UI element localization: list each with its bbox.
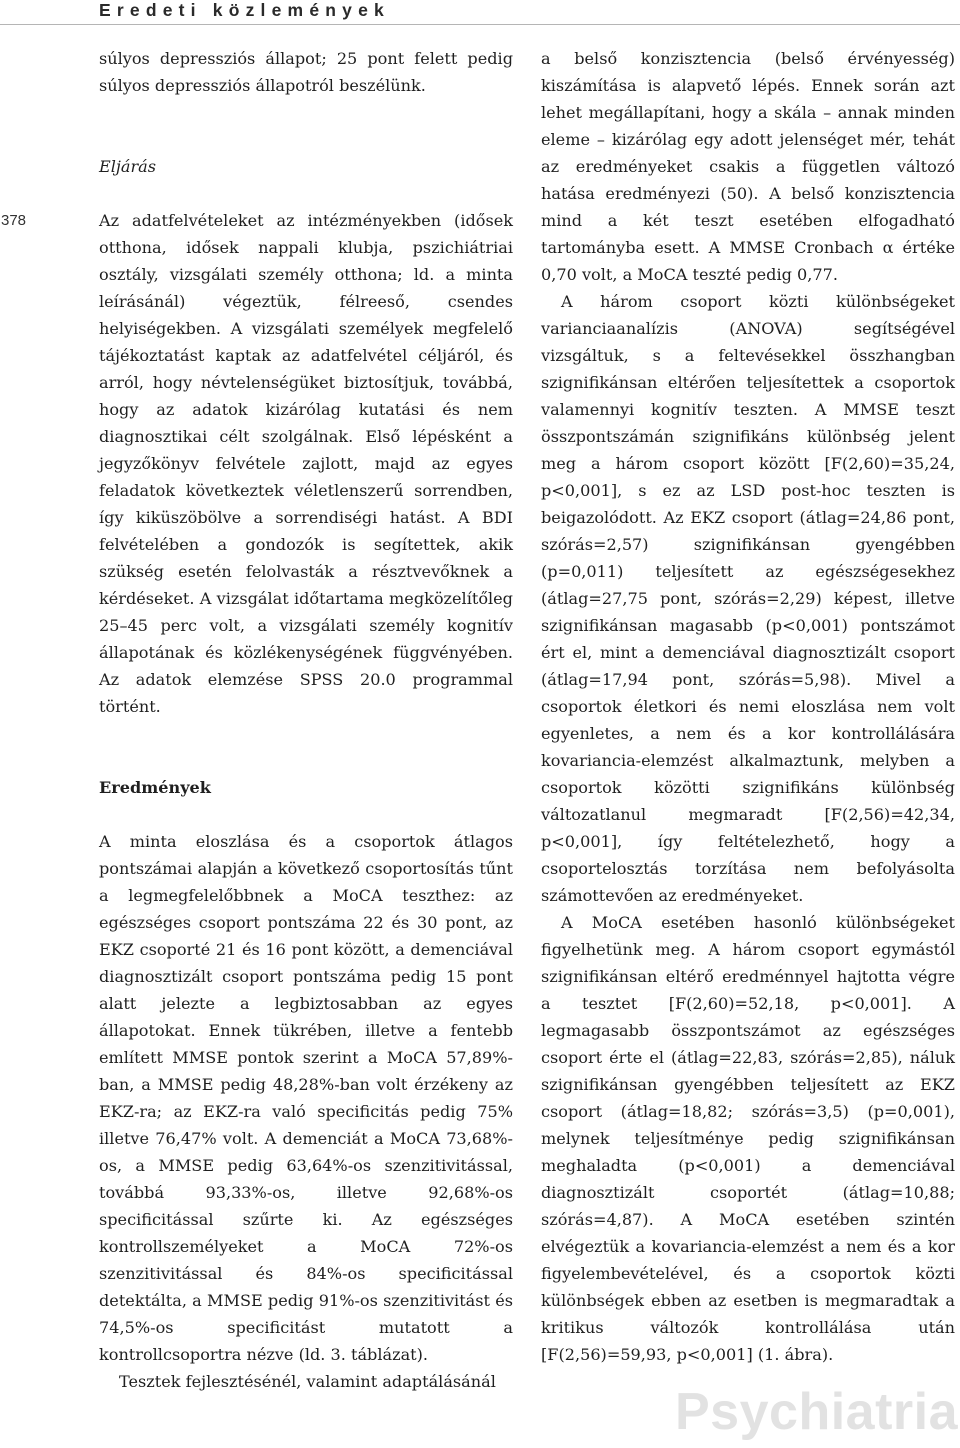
journal-watermark: Psychiatria	[675, 1383, 958, 1441]
running-head-title: Eredeti közlemények	[99, 0, 390, 20]
moca-paragraph: A MoCA esetében hasonló különbségeket figyelhetünk meg. A három csoport egymástól szignifikánsan eltérő eredménnyel hajtotta végre a tesztet [F(2,60)=52,18, p<0,001]. A legmagasabb összpontszámot az egészséges csoport érte el (átlag=22,83, szórás=2,85), náluk szignifikánsan gyengébben teljesített az EKZ csoport (átlag=18,82; szórás=3,5) (p=0,001), melynek teljesítménye pedig szignifikánsan meghaladta (p<0,001) a demenciával diagnosztizált csoportét (átlag=10,88; szórás=4,87). A MoCA esetében szintén elvégeztük a kovariancia-elemzést a nem és a kor figyelembevételével, és a csoportok közti különbségek ebben az esetben is megmaradtak a kritikus változók kontrollálása után [F(2,56)=59,93, p<0,001] (1. ábra).	[541, 913, 955, 1364]
results-heading: Eredmények	[99, 778, 211, 797]
anova-paragraph: A három csoport közti különbségeket varianciaanalízis (ANOVA) segítségével vizsgáltuk, s a feltevésekkel összhangban szignifikánsan eltérően teljesítettek a csoportok valamennyi kognitív teszten. A MMSE teszt összpontszámán szignifikáns különbség jelent meg a három csoport között [F(2,60)=35,24, p<0,001], s ez az LSD post-hoc teszten is beigazolódott. Az EKZ csoport (átlag=24,86 pont, szórás=2,57) szignifikánsan gyengébben (p=0,011) teljesített az egészségesekhez (átlag=27,75 pont, szórás=2,29) képest, illetve szignifikánsan magasabb (p<0,001) pontszámot ért el, mint a demenciával diagnosztizált csoport (átlag=17,94 pont, szórás=5,98). Mivel a csoportok életkori és nemi eloszlása nem volt egyenletes, a nem és a kor kontrollálására kovariancia-elemzést alkalmaztunk, melyben a csoportok közötti szignifikáns különbség változatlanul megmaradt [F(2,56)=42,34, p<0,001], így feltételezhető, hogy a csoportelosztás torzítása nem befolyásolta számottevően az eredményeket.	[541, 292, 955, 905]
results-paragraph: A minta eloszlása és a csoportok átlagos pontszámai alapján a következő csoportosítás tűnt a legmegfelelőbbnek a MoCA teszthez: az egészséges csoport pontszáma 22 és 30 pont, az EKZ csoporté 21 és 16 pont között, a demenciával diagnosztizált csoport pontszáma pedig 15 pont alatt jelezte a legbiztosabban az egyes állapotokat. Ennek tükrében, illetve a fentebb említett MMSE pontok szerint a MoCA 57,89%-ban, a MMSE pedig 48,28%-ban volt érzékeny az EKZ-ra; az EKZ-ra való specificitás pedig 75% illetve 76,47% volt. A demenciát a MoCA 73,68%-os, a MMSE pedig 63,64%-os szenzitivitással, továbbá 93,33%-os, illetve 92,68%-os specificitással szűrte ki. Az egészséges kontrollszemélyeket a MoCA 72%-os szenzitivitással és 84%-os specificitással detektálta, a MMSE pedig 91%-os szenzitivitást és 74,5%-os specificitást mutatott a kontrollcsoportra nézve (ld. 3. táblázat).	[99, 832, 513, 1364]
page-number: 378	[1, 212, 27, 229]
consistency-paragraph: a belső konzisztencia (belső érvényesség) kiszámítása is alapvető lépés. Ennek során azt lehet megállapítani, hogy a skála – annak minden eleme – kizárólag egy adott jelenséget mér, tehát az eredményeket csakis a független változó hatása eredményezi (50). A belső konzisztencia mind a két teszt esetében elfogadható tartományba esett. A MMSE Cronbach α értéke 0,70 volt, a MoCA teszté pedig 0,77.	[541, 49, 955, 284]
tests-paragraph-start: Tesztek fejlesztésénél, valamint adaptálásánál	[119, 1372, 496, 1391]
right-column	[541, 45, 955, 1368]
procedure-paragraph: Az adatfelvételeket az intézményekben (idősek otthona, idősek nappali klubja, pszichiátriai osztály, vizsgálati személy otthona; ld. a minta leírásánál) végeztük, félreeső, csendes helyiségekben. A vizsgálati személyek megfelelő tájékoztatást kaptak az adatfelvétel céljáról, és arról, hogy névtelenségüket biztosítjuk, továbbá, hogy az adatok kizárólag kutatási és nem diagnosztikai célt szolgálnak. Első lépésként a jegyzőkönyv felvétele zajlott, majd az egyes feladatok következtek véletlenszerű sorrendben, így kiküszöbölve a sorrendiségi hatást. A BDI felvételében a gondozók is segítettek, akik szükség esetén felolvasták a résztvevőknek a kérdéseket. A vizsgálat időtartama megközelítőleg 25–45 perc volt, a vizsgálati személy kognitív állapotának és közlékenységének függvényében. Az adatok elemzése SPSS 20.0 programmal történt.	[99, 211, 513, 716]
header-rule	[0, 24, 960, 25]
left-column	[99, 45, 513, 1395]
procedure-heading: Eljárás	[99, 157, 157, 176]
intro-paragraph: súlyos depressziós állapot; 25 pont felett pedig súlyos depressziós állapotról beszélünk.	[99, 49, 513, 95]
